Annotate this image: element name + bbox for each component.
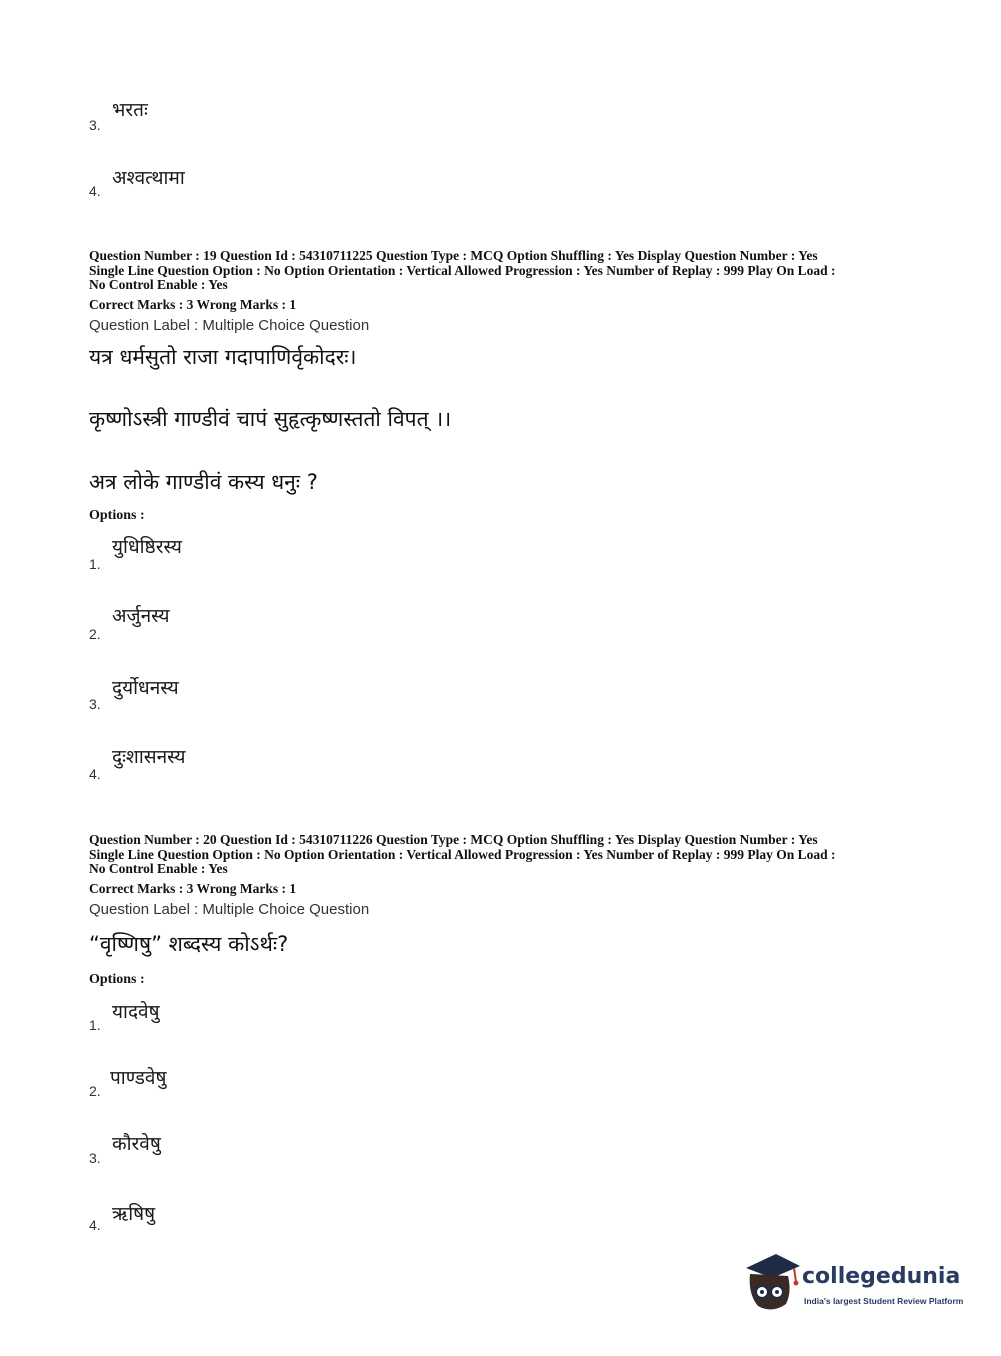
q19-meta xyxy=(89,249,919,293)
q19-option-3-text[interactable]: दुर्योधनस्य xyxy=(112,677,179,699)
q20-marks: Correct Marks : 3 Wrong Marks : 1 xyxy=(89,881,297,896)
q20-option-2-number: 2. xyxy=(89,1083,101,1099)
q19-text-line3: अत्र लोके गाण्डीवं कस्य धनुः ? xyxy=(89,470,318,494)
q19-option-2-text[interactable]: अर्जुनस्य xyxy=(112,605,170,627)
q20-meta-line3: No Control Enable : Yes xyxy=(89,861,228,876)
prev-option-3-text: भरतः xyxy=(112,99,148,121)
q20-option-3-text[interactable]: कौरवेषु xyxy=(112,1133,161,1155)
q19-option-1-number: 1. xyxy=(89,556,101,572)
prev-option-3-number: 3. xyxy=(89,117,101,133)
logo-tagline: India's largest Student Review Platform xyxy=(804,1296,964,1306)
q19-text-line2: कृष्णोऽस्त्री गाण्डीवं चापं सुहृत्कृष्णस्ततो विपत् ।। xyxy=(89,407,452,431)
q20-meta xyxy=(89,833,919,877)
prev-option-4-number: 4. xyxy=(89,183,101,199)
q20-options-label: Options : xyxy=(89,972,145,987)
collegedunia-logo xyxy=(742,1250,972,1320)
q19-meta-line3: No Control Enable : Yes xyxy=(89,277,228,292)
q19-option-3-number: 3. xyxy=(89,696,101,712)
q19-option-1-text[interactable]: युधिष्ठिरस्य xyxy=(112,536,182,558)
q20-option-2-text[interactable]: पाण्डवेषु xyxy=(110,1067,167,1089)
q19-question-label: Question Label : Multiple Choice Question xyxy=(89,317,370,334)
q20-option-3-number: 3. xyxy=(89,1150,101,1166)
q19-text-line1: यत्र धर्मसुतो राजा गदापाणिर्वृकोदरः। xyxy=(89,345,357,369)
q19-meta-line1: Question Number : 19 Question Id : 54310711225 Question Type : MCQ Option Shuffling : Yes Display Question Number : Yes xyxy=(89,248,818,263)
prev-option-4-text: अश्वत्थामा xyxy=(112,167,185,189)
q20-meta-line1: Question Number : 20 Question Id : 54310711226 Question Type : MCQ Option Shuffling : Yes Display Question Number : Yes xyxy=(89,832,818,847)
mascot-icon xyxy=(742,1250,804,1316)
q20-meta-line2: Single Line Question Option : No Option Orientation : Vertical Allowed Progression : Yes Number of Replay : 999 Play On Load : xyxy=(89,846,836,862)
q20-option-4-number: 4. xyxy=(89,1217,101,1233)
q19-option-2-number: 2. xyxy=(89,626,101,642)
q20-option-1-text[interactable]: यादवेषु xyxy=(112,1001,160,1023)
q20-option-1-number: 1. xyxy=(89,1017,101,1033)
q19-options-label: Options : xyxy=(89,508,145,523)
q19-option-4-text[interactable]: दुःशासनस्य xyxy=(112,746,186,768)
q20-question-label: Question Label : Multiple Choice Question xyxy=(89,901,370,918)
q20-option-4-text[interactable]: ऋषिषु xyxy=(112,1203,156,1225)
q19-meta-line2: Single Line Question Option : No Option Orientation : Vertical Allowed Progression : Yes Number of Replay : 999 Play On Load : xyxy=(89,262,836,278)
q19-marks: Correct Marks : 3 Wrong Marks : 1 xyxy=(89,297,297,312)
q19-option-4-number: 4. xyxy=(89,766,101,782)
logo-wordmark: collegedunia xyxy=(802,1264,961,1289)
q20-text: “वृष्णिषु” शब्दस्य कोऽर्थः? xyxy=(89,932,289,956)
